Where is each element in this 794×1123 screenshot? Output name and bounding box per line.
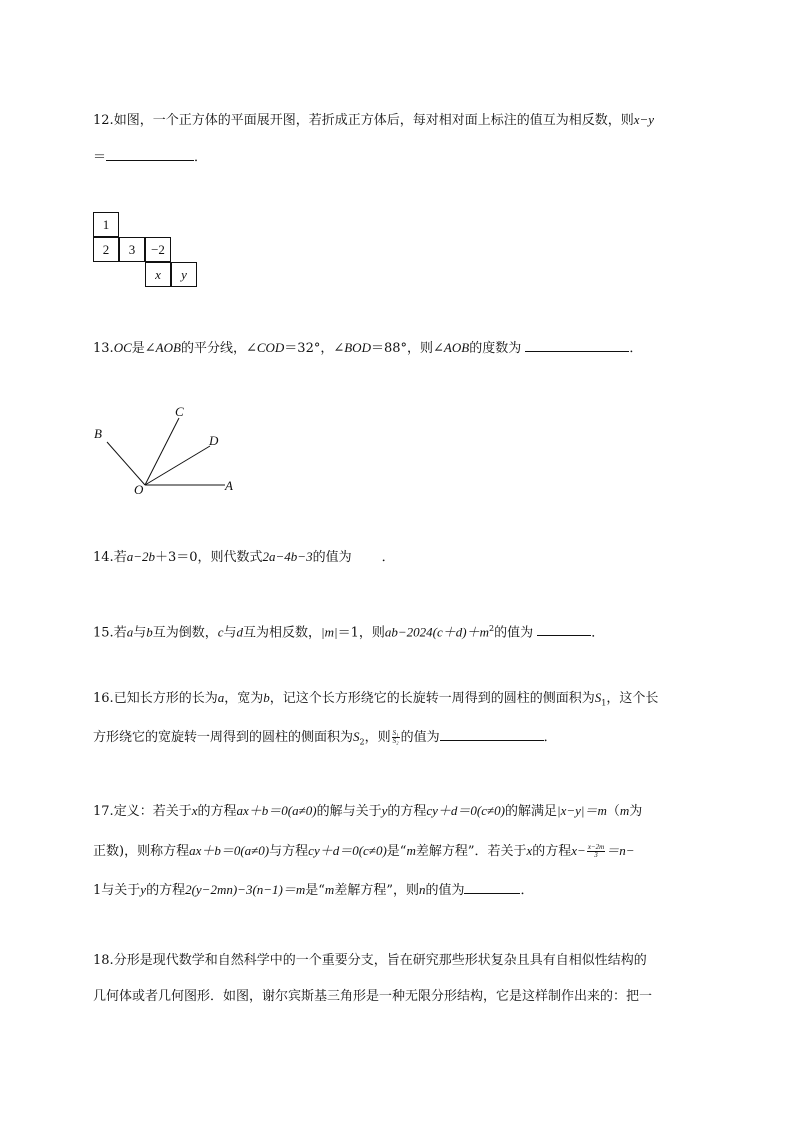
q18-line1 [93, 953, 647, 969]
q17-y: y [381, 803, 388, 818]
q14-line [93, 549, 395, 566]
q17-eq5: cy＋d＝0(c≠0) [308, 843, 387, 858]
q16-number: 16. [93, 691, 114, 706]
q14-e2: 2a−4b−3 [262, 549, 313, 564]
q17-l1b: 的方程 [197, 804, 237, 819]
q17-line3 [93, 881, 534, 899]
q14-t1: 若 [113, 550, 127, 565]
q18-line2 [93, 989, 652, 1005]
net-cell-neg2: −2 [145, 237, 171, 262]
q13-number: 13. [93, 341, 114, 356]
q15-end: ． [591, 625, 605, 641]
q16-end: ． [543, 730, 557, 745]
q15-sup: 2 [488, 624, 495, 633]
q15-t6: ＝1，则 [337, 625, 385, 641]
q12-line1 [93, 112, 654, 129]
q18-line2: 几何体或者几何图形．如图，谢尔宾斯基三角形是一种无限分形结构，它是这样制作出来的：把一 [93, 989, 653, 1004]
q17-eq3: |x−y|＝m [557, 803, 607, 818]
q17-eq2: cy＋d＝0(c≠0) [426, 803, 505, 818]
q16-line2a: 方形绕它的宽旋转一周得到的圆柱的侧面积为 [93, 730, 354, 745]
q12-answer-blank[interactable] [106, 148, 194, 161]
q15-t1: 若 [113, 625, 127, 641]
q14-t3: 的值为 [312, 550, 352, 565]
q13-end: ． [629, 341, 643, 356]
q15-b: b [146, 624, 153, 640]
q16-line1 [93, 690, 658, 712]
q16-frac-den: S₂ [392, 737, 399, 745]
q15-t4: 与 [223, 625, 237, 641]
q17-l1c: 的解与关于 [316, 804, 382, 819]
q17-x: x [191, 803, 198, 818]
q16-b: b [263, 690, 270, 705]
q17-l2a: 正数)，则称方程 [93, 844, 190, 859]
q17-l3d: 差解方程”，则 [334, 883, 419, 898]
q15-answer-blank[interactable] [537, 623, 591, 636]
q12-end: ． [194, 150, 208, 165]
net-cell-3: 3 [119, 237, 145, 262]
q15-e2: ab−2024(c＋d)＋m [384, 624, 489, 640]
q13-v2: ＝88°，则 [370, 341, 434, 356]
q15-a: a [126, 624, 134, 640]
q18-number: 18. [93, 953, 114, 968]
q16-frac-num: S₁ [392, 729, 399, 737]
q15-line [93, 621, 604, 641]
net-cell-2: 2 [93, 237, 119, 262]
q17-l3b: 的方程 [146, 883, 186, 898]
q13-v1: ＝32°， [284, 341, 334, 356]
q17-line2 [93, 843, 635, 860]
q14-number: 14. [93, 550, 114, 565]
q17-n: n [418, 882, 426, 897]
q17-eq1: ax＋b＝0(a≠0) [236, 803, 317, 818]
q16-s1: S [594, 690, 602, 705]
label-o: O [134, 482, 144, 497]
q17-m3: m [324, 882, 335, 897]
q15-c: c [217, 624, 224, 640]
net-cell-x: x [145, 262, 171, 287]
angle-figure [90, 400, 250, 500]
q17-end: ． [520, 883, 534, 898]
q17-l1f: （ [606, 804, 620, 819]
q12-expr: x−y [633, 112, 655, 127]
q17-l2d: 差解方程”．若关于 [415, 844, 527, 859]
q17-number: 17. [93, 804, 114, 819]
net-cell-y: y [171, 262, 197, 287]
q17-m2: m [406, 843, 416, 858]
q12-line2 [93, 148, 207, 166]
q17-eq4: ax＋b＝0(a≠0) [189, 843, 270, 858]
q17-fraction [587, 844, 605, 859]
q17-answer-blank[interactable] [464, 881, 520, 894]
ray-ob [107, 442, 145, 485]
q17-eq6b: ＝n− [606, 843, 635, 858]
q13-bod: ∠BOD [333, 340, 371, 355]
q16-line2b: ，则 [364, 730, 391, 745]
q17-line1 [93, 803, 642, 820]
q16-line1c: ，记这个长方形绕它的长旋转一周得到的圆柱的侧面积为 [269, 691, 595, 706]
q17-eq7: 2(y−2mn)−3(n−1)＝m [185, 882, 306, 897]
q13-aob2: ∠AOB [433, 340, 470, 355]
q18-line1: 分形是现代数学和自然科学中的一个重要分支，旨在研究那些形状复杂且具有自相似性结构的 [113, 953, 647, 968]
q14-e1: a−2b [126, 549, 155, 564]
q16-line1d: ，这个长 [606, 691, 659, 706]
label-c: C [175, 404, 184, 419]
q12-equals: ＝ [93, 150, 107, 165]
q13-t1: 是 [131, 341, 145, 356]
q13-t3: 的度数为 [469, 341, 522, 356]
q13-oc: OC [113, 340, 132, 355]
q13-answer-blank[interactable] [525, 339, 629, 352]
q17-eq6a: x− [571, 843, 586, 858]
q16-s2: S [353, 729, 360, 744]
q17-l1g: 为 [629, 804, 643, 819]
q17-l1a: 定义：若关于 [113, 804, 192, 819]
q16-line2c: 的值为 [400, 730, 440, 745]
q17-l2e: 的方程 [532, 844, 572, 859]
q16-line1a: 已知长方形的长为 [113, 691, 218, 706]
q17-l3a: 1与关于 [93, 883, 141, 898]
label-d: D [209, 433, 219, 448]
q17-frac-den: 3 [594, 851, 598, 859]
q13-line [93, 339, 642, 357]
q15-t3: 互为倒数， [152, 625, 218, 641]
q16-line2 [93, 728, 557, 751]
q17-l2b: 与方程 [269, 844, 309, 859]
q16-answer-blank[interactable] [440, 728, 544, 741]
q14-t2: ＋3＝0，则代数式 [154, 550, 263, 565]
q17-l3e: 的值为 [425, 883, 465, 898]
q15-t5: 互为相反数， [243, 625, 322, 641]
q17-l1d: 的方程 [387, 804, 427, 819]
q12-number: 12. [93, 113, 114, 128]
label-b: B [94, 426, 102, 441]
q17-frac-num: x−2m [587, 843, 605, 851]
q16-s1-sub: 1 [601, 698, 607, 708]
q16-line1b: ，宽为 [224, 691, 264, 706]
q12-text: 如图，一个正方体的平面展开图，若折成正方体后，每对相对面上标注的值互为相反数，则 [113, 113, 634, 128]
q17-m: m [619, 803, 630, 818]
q13-aob: ∠AOB [144, 340, 181, 355]
q15-t7: 的值为 [494, 625, 534, 641]
q17-l1e: 的解满足 [505, 804, 558, 819]
cube-net-figure [93, 212, 199, 288]
q14-end: ． [381, 550, 395, 565]
q13-cod: ∠COD [245, 340, 285, 355]
q15-number: 15. [93, 625, 114, 641]
q13-t2: 的平分线， [180, 341, 246, 356]
q17-y2: y [140, 882, 147, 897]
net-cell-1: 1 [93, 212, 119, 237]
label-a: A [225, 478, 233, 493]
q15-d: d [236, 624, 244, 640]
q16-s2-sub: 2 [359, 737, 365, 747]
q17-l2c: 是“ [386, 844, 407, 859]
q16-a: a [217, 690, 225, 705]
q16-fraction [392, 730, 400, 745]
q15-e1: |m| [321, 624, 338, 640]
q17-l3c: 是“ [305, 883, 325, 898]
q17-x2: x [526, 843, 533, 858]
q15-t2: 与 [133, 625, 147, 641]
